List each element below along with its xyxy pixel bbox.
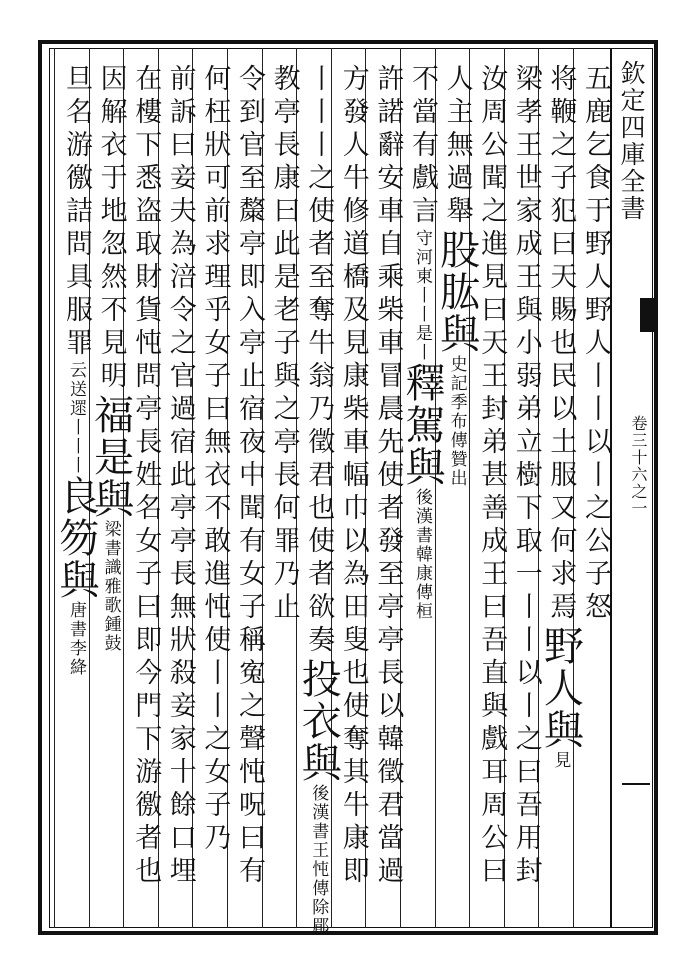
- headword: 福是與: [87, 394, 134, 520]
- body-text: 梁孝王世家成王與小弱弟立樹下取一丨丨以丨之曰吾用封: [510, 64, 542, 889]
- book-title: 欽定四庫全書: [617, 60, 646, 222]
- volume-label: 卷三十六之一: [629, 415, 648, 517]
- text-column-13: [160, 64, 200, 889]
- annotation: 史記季布傳贊出: [446, 355, 467, 488]
- text-column-7: [367, 64, 407, 889]
- annotation: 後漢書王忳傳除郿: [308, 784, 329, 936]
- margin-rule: [622, 783, 650, 785]
- annotation: 後漢書韓康傳桓: [412, 488, 432, 621]
- annotation: 守河東丨丨是丨: [412, 229, 432, 362]
- fish-tail-mark: [640, 298, 654, 332]
- text-column-9: [295, 64, 342, 936]
- body-text: 方發人牛修道橋及見康柴車幅巾以為田叟也使奪其牛康即: [337, 64, 369, 889]
- body-text: 丨丨丨之使者至奪牛翁乃徵君也使者欲奏: [303, 64, 335, 658]
- text-column-16: [53, 64, 99, 677]
- body-text: 何枉狀可前求理乎女子曰無衣不敢進忳使丨丨之女子乃: [199, 64, 231, 856]
- headword: 股肱與: [433, 229, 480, 355]
- text-column-4: [471, 64, 511, 889]
- annotation: 云送遝丨丨丨: [66, 361, 86, 475]
- text-column-3: [506, 64, 546, 889]
- body-text: 不當有戲言: [407, 64, 438, 229]
- annotation: 見: [550, 751, 571, 770]
- body-text: 在樓下悉盗取財貨忳問亭長姓名女子曰即今門下游徼者也: [130, 64, 162, 889]
- body-text: 教亭長康曰此是老子與之亭長何罪乃止: [268, 64, 300, 625]
- body-text: 許諾辭安車自乘柴車冒晨先使者發至亭亭長以韓徵君當過: [372, 64, 404, 889]
- body-text: 人主無過舉: [441, 64, 473, 229]
- headword: 野人與: [537, 625, 584, 751]
- text-column-12: [194, 64, 234, 856]
- annotation: 唐書李絳: [66, 601, 86, 677]
- annotation: 梁書識雅歌鍾鼓: [100, 520, 121, 653]
- body-text: 将鞭之子犯曰天賜也民以土服又何求焉: [545, 64, 577, 625]
- body-text: 因解衣于地忽然不見明: [95, 64, 127, 394]
- text-column-6: [399, 64, 445, 621]
- text-column-1: [575, 64, 615, 625]
- text-column-10: [264, 64, 304, 625]
- body-text: 令到官至斄亭即入亭止宿夜中聞有女子稱寃之聲忳呪曰有: [234, 64, 265, 889]
- headword: 良笏與: [53, 475, 99, 601]
- text-column-11: [229, 64, 269, 889]
- text-column-2: [537, 64, 584, 770]
- body-text: 前訴曰妾夫為涪令之官過宿此亭亭長無狀殺妾家十餘口埋: [164, 64, 196, 889]
- headword: 釋駕與: [399, 362, 445, 488]
- headword: 投衣與: [295, 658, 342, 784]
- body-text: 五鹿乞食于野人野人丨丨以丨之公子怒: [580, 64, 611, 625]
- body-text: 旦名游徼詰問具服罪: [61, 64, 92, 361]
- body-text: 汝周公聞之進見曰天王封弟甚善成王曰吾直與戲耳周公曰: [476, 64, 508, 889]
